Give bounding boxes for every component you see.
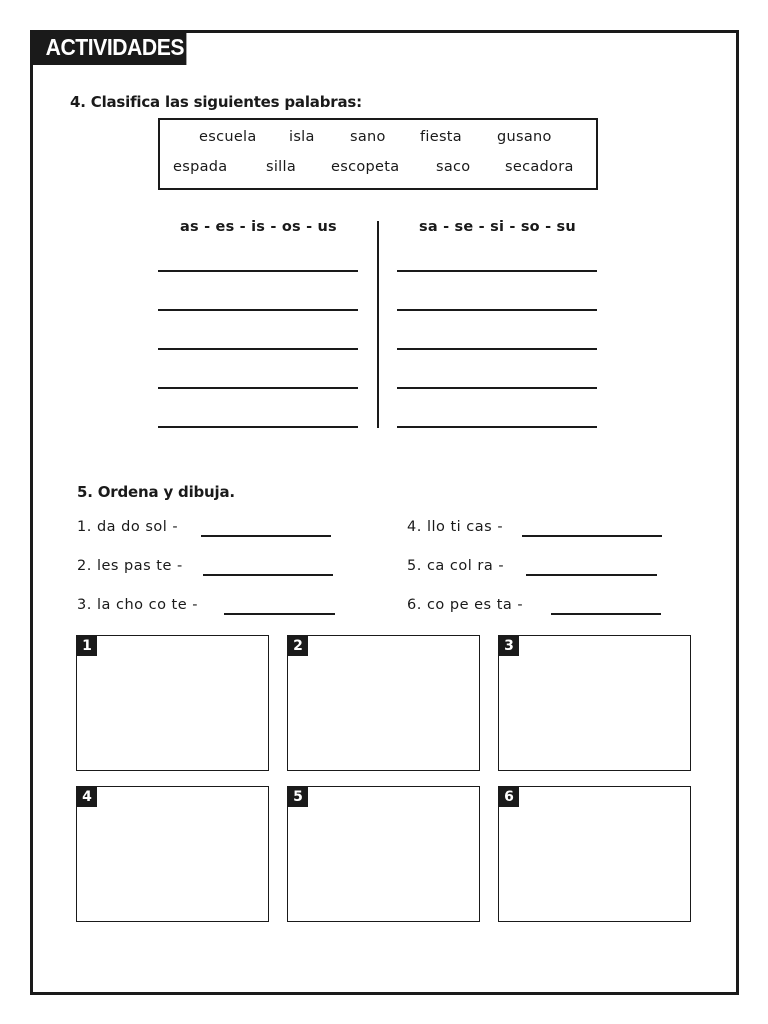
- box-number-badge: 6: [499, 787, 519, 807]
- exercise-item-1: 1. da do sol -: [77, 519, 179, 535]
- column-heading-left: as - es - is - os - us: [180, 219, 337, 235]
- column-heading-right: sa - se - si - so - su: [419, 219, 576, 235]
- answer-line[interactable]: [397, 426, 597, 428]
- drawing-box-2[interactable]: [287, 635, 480, 771]
- answer-line[interactable]: [158, 426, 358, 428]
- drawing-box-5[interactable]: [287, 786, 480, 922]
- section-5-title: 5. Ordena y dibuja.: [77, 483, 235, 501]
- exercise-item-2: 2. les pas te -: [77, 558, 183, 574]
- section-4-title: 4. Clasifica las siguientes palabras:: [70, 93, 362, 111]
- answer-line[interactable]: [158, 348, 358, 350]
- drawing-box-3[interactable]: [498, 635, 691, 771]
- exercise-blank-5[interactable]: [526, 574, 657, 576]
- exercise-blank-1[interactable]: [201, 535, 331, 537]
- word-item: saco: [436, 159, 471, 175]
- page-header: ACTIVIDADES: [30, 30, 186, 65]
- box-number-badge: 5: [288, 787, 308, 807]
- drawing-box-1[interactable]: [76, 635, 269, 771]
- exercise-blank-2[interactable]: [203, 574, 333, 576]
- answer-line[interactable]: [397, 270, 597, 272]
- box-number-badge: 3: [499, 636, 519, 656]
- exercise-item-4: 4. llo ti cas -: [407, 519, 504, 535]
- word-item: secadora: [505, 159, 574, 175]
- exercise-item-5: 5. ca col ra -: [407, 558, 505, 574]
- word-item: silla: [266, 159, 297, 175]
- answer-line[interactable]: [397, 309, 597, 311]
- word-item: gusano: [497, 129, 552, 145]
- box-number-badge: 4: [77, 787, 97, 807]
- word-item: sano: [350, 129, 386, 145]
- box-number-badge: 1: [77, 636, 97, 656]
- answer-line[interactable]: [158, 309, 358, 311]
- column-divider: [377, 221, 379, 428]
- answer-line[interactable]: [158, 270, 358, 272]
- word-item: escopeta: [331, 159, 400, 175]
- word-item: espada: [173, 159, 228, 175]
- exercise-item-3: 3. la cho co te -: [77, 597, 199, 613]
- word-item: fiesta: [420, 129, 462, 145]
- answer-line[interactable]: [158, 387, 358, 389]
- answer-line[interactable]: [397, 348, 597, 350]
- answer-line[interactable]: [397, 387, 597, 389]
- exercise-item-6: 6. co pe es ta -: [407, 597, 524, 613]
- exercise-blank-6[interactable]: [551, 613, 661, 615]
- drawing-box-4[interactable]: [76, 786, 269, 922]
- exercise-blank-4[interactable]: [522, 535, 662, 537]
- box-number-badge: 2: [288, 636, 308, 656]
- word-item: isla: [289, 129, 315, 145]
- drawing-box-6[interactable]: [498, 786, 691, 922]
- word-item: escuela: [199, 129, 257, 145]
- exercise-blank-3[interactable]: [224, 613, 335, 615]
